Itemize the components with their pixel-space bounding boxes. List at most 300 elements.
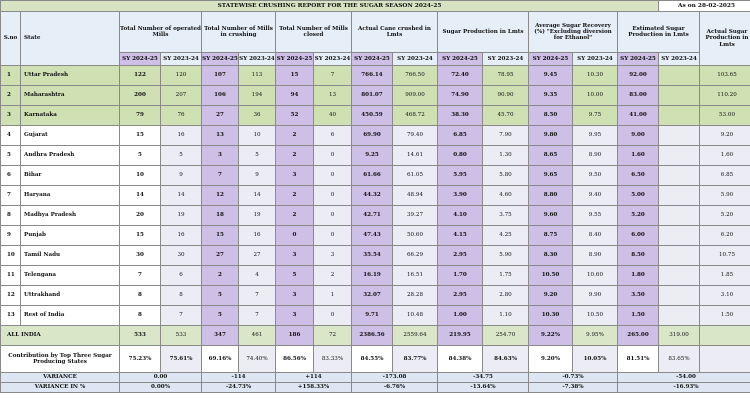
variance-cell: -0.73%	[529, 373, 618, 383]
row-value-cell: 4.15	[438, 226, 483, 246]
row-sno: 4	[1, 126, 21, 146]
row-value-cell: 13	[202, 126, 239, 146]
row-value-cell	[659, 106, 700, 126]
row-value-cell	[659, 66, 700, 86]
row-value-cell	[659, 226, 700, 246]
row-value-cell: 2.80	[483, 286, 529, 306]
row-value-cell: 0	[314, 226, 352, 246]
row-value-cell: 4.10	[438, 206, 483, 226]
row-value-cell: 13	[314, 86, 352, 106]
variance-pct-cell: +158.33%	[276, 383, 352, 393]
row-state: Madhya Pradesh	[21, 206, 120, 226]
total-cell: 347	[202, 326, 239, 346]
variance-cell: -114	[202, 373, 276, 383]
table-row	[1, 306, 750, 326]
table-row	[1, 106, 750, 126]
variance-pct-cell: -6.76%	[352, 383, 438, 393]
table-row	[1, 266, 750, 286]
contribution-cell: 75.23%	[120, 346, 161, 373]
variance-pct-label: VARIANCE IN %	[1, 383, 120, 393]
row-value-cell: 92.00	[618, 66, 659, 86]
row-sno: 11	[1, 266, 21, 286]
row-value-cell: 10.75	[700, 246, 750, 266]
row-value-cell: 2.95	[438, 246, 483, 266]
sy-2023-24-subheader: SY 2023-24	[393, 53, 438, 66]
contribution-cell: 83.65%	[659, 346, 700, 373]
row-value-cell: 5	[239, 146, 276, 166]
sy-2023-24-subheader: SY 2023-24	[161, 53, 202, 66]
row-value-cell: 9	[239, 166, 276, 186]
variance-pct-cell: 0.00%	[120, 383, 202, 393]
row-value-cell: 8.65	[529, 146, 573, 166]
sy-2024-25-subheader: SY 2024-25	[618, 53, 659, 66]
sy-2024-25-subheader: SY 2024-25	[202, 53, 239, 66]
all-india-row	[1, 326, 750, 346]
variance-cell: 0.00	[120, 373, 202, 383]
row-value-cell: 76	[161, 106, 202, 126]
report-title: STATEWISE CRUSHING REPORT FOR THE SUGAR SEASON 2024-25	[1, 1, 659, 12]
row-value-cell: 766.14	[352, 66, 393, 86]
total-cell: 254.70	[483, 326, 529, 346]
row-value-cell: 2	[202, 266, 239, 286]
row-value-cell: 9.71	[352, 306, 393, 326]
total-cell: 319.00	[659, 326, 700, 346]
row-value-cell: 194	[239, 86, 276, 106]
row-value-cell: 61.05	[393, 166, 438, 186]
row-value-cell: 9.00	[618, 126, 659, 146]
sy-2024-25-subheader: SY 2024-25	[120, 53, 161, 66]
row-value-cell: 6.20	[700, 226, 750, 246]
row-state: Karnataka	[21, 106, 120, 126]
sy-2024-25-subheader: SY 2024-25	[352, 53, 393, 66]
row-value-cell: 16.19	[352, 266, 393, 286]
contribution-cell	[700, 346, 750, 373]
row-value-cell: 3	[314, 246, 352, 266]
row-sno: 1	[1, 66, 21, 86]
row-value-cell: 106	[202, 86, 239, 106]
row-value-cell: 74.90	[438, 86, 483, 106]
row-state: Telengana	[21, 266, 120, 286]
state-header: State	[21, 12, 120, 66]
row-value-cell: 8.80	[529, 186, 573, 206]
row-state: Gujarat	[21, 126, 120, 146]
row-value-cell	[659, 206, 700, 226]
total-cell: 461	[239, 326, 276, 346]
row-state: Haryana	[21, 186, 120, 206]
row-value-cell: 10.30	[573, 66, 618, 86]
row-value-cell: 120	[161, 66, 202, 86]
contribution-cell: 69.16%	[202, 346, 239, 373]
row-value-cell: 0	[314, 186, 352, 206]
row-state: Maharashtra	[21, 86, 120, 106]
row-value-cell: 19	[239, 206, 276, 226]
row-value-cell: 3	[276, 246, 314, 266]
row-value-cell: 10	[120, 166, 161, 186]
row-value-cell: 6	[314, 126, 352, 146]
row-value-cell	[659, 126, 700, 146]
row-value-cell: 45.70	[483, 106, 529, 126]
row-value-cell: 6	[161, 266, 202, 286]
row-value-cell: 7.90	[483, 126, 529, 146]
row-sno: 13	[1, 306, 21, 326]
total-cell: 533	[120, 326, 161, 346]
row-value-cell: 3.10	[700, 286, 750, 306]
row-value-cell: 5.90	[700, 186, 750, 206]
row-value-cell: 5	[276, 266, 314, 286]
row-value-cell: 200	[120, 86, 161, 106]
row-value-cell: 1.75	[483, 266, 529, 286]
row-state: Rest of India	[21, 306, 120, 326]
table-row	[1, 226, 750, 246]
row-value-cell: 19	[161, 206, 202, 226]
sy-2023-24-subheader: SY 2023-24	[659, 53, 700, 66]
row-value-cell: 5	[161, 146, 202, 166]
row-value-cell: 27	[202, 106, 239, 126]
row-value-cell: 44.32	[352, 186, 393, 206]
total-cell: 219.95	[438, 326, 483, 346]
row-value-cell: 30	[120, 246, 161, 266]
row-state: Bihar	[21, 166, 120, 186]
row-value-cell	[659, 166, 700, 186]
row-value-cell: 122	[120, 66, 161, 86]
row-value-cell: 5	[202, 286, 239, 306]
table-row	[1, 246, 750, 266]
total-cell: 2559.64	[393, 326, 438, 346]
row-value-cell: 10.50	[573, 306, 618, 326]
row-value-cell: 468.72	[393, 106, 438, 126]
contribution-cell: 10.05%	[573, 346, 618, 373]
title-row	[1, 1, 750, 12]
row-value-cell: 16	[239, 226, 276, 246]
row-value-cell: 2	[276, 126, 314, 146]
variance-cell: -54.00	[618, 373, 750, 383]
row-value-cell: 9.95	[573, 126, 618, 146]
row-value-cell: 5.90	[483, 246, 529, 266]
contribution-cell: 84.63%	[483, 346, 529, 373]
cane-crushed-header: Actual Cane crushed in Lmts	[352, 12, 438, 53]
header-row	[1, 12, 750, 53]
row-value-cell: 42.71	[352, 206, 393, 226]
as-on-date: As on 28-02-2025	[659, 1, 750, 12]
row-value-cell: 12	[202, 186, 239, 206]
row-value-cell	[659, 246, 700, 266]
row-value-cell: 7	[239, 306, 276, 326]
row-value-cell: 10.50	[529, 266, 573, 286]
table-row	[1, 166, 750, 186]
row-value-cell: 8.40	[573, 226, 618, 246]
row-value-cell: 107	[202, 66, 239, 86]
row-value-cell: 14	[239, 186, 276, 206]
row-value-cell: 36	[239, 106, 276, 126]
row-value-cell: 8	[120, 286, 161, 306]
row-value-cell: 10.48	[393, 306, 438, 326]
sy-2024-25-subheader: SY 2024-25	[276, 53, 314, 66]
row-value-cell: 27	[202, 246, 239, 266]
table-row	[1, 126, 750, 146]
row-state: Uttrakhand	[21, 286, 120, 306]
closed-mills-header: Total Number of Mills closed	[276, 12, 352, 53]
table-row	[1, 206, 750, 226]
table-row	[1, 66, 750, 86]
row-value-cell: 94	[276, 86, 314, 106]
contribution-cell: 74.40%	[239, 346, 276, 373]
row-value-cell: 8.90	[573, 146, 618, 166]
row-value-cell	[659, 266, 700, 286]
row-value-cell: 103.65	[700, 66, 750, 86]
row-value-cell: 0	[276, 226, 314, 246]
row-value-cell: 9.45	[529, 66, 573, 86]
row-value-cell: 10.30	[529, 306, 573, 326]
sugar-recovery-header: Average Sugar Recovery (%) "Excluding diversion for Ethanol"	[529, 12, 618, 53]
row-value-cell: 52	[276, 106, 314, 126]
row-value-cell: 3	[202, 146, 239, 166]
row-value-cell: 5.20	[700, 206, 750, 226]
row-value-cell: 801.07	[352, 86, 393, 106]
total-cell: 9.22%	[529, 326, 573, 346]
row-value-cell: 16	[161, 226, 202, 246]
row-value-cell: 15	[120, 226, 161, 246]
row-state: Punjab	[21, 226, 120, 246]
total-cell: 2386.56	[352, 326, 393, 346]
row-value-cell: 79.40	[393, 126, 438, 146]
contribution-cell: 84.38%	[438, 346, 483, 373]
variance-pct-cell: -16.93%	[618, 383, 750, 393]
row-value-cell: 72.40	[438, 66, 483, 86]
row-value-cell: 3	[276, 286, 314, 306]
row-value-cell: 38.30	[438, 106, 483, 126]
row-value-cell: 2	[276, 146, 314, 166]
row-value-cell: 10	[239, 126, 276, 146]
row-value-cell: 0	[314, 306, 352, 326]
row-value-cell: 8.30	[529, 246, 573, 266]
row-value-cell: 2.95	[438, 286, 483, 306]
row-sno: 8	[1, 206, 21, 226]
state-rows	[1, 66, 750, 326]
row-value-cell: 9.60	[529, 206, 573, 226]
row-value-cell: 1.60	[700, 146, 750, 166]
row-value-cell: 78.95	[483, 66, 529, 86]
row-state: Uttar Pradesh	[21, 66, 120, 86]
row-value-cell: 16.51	[393, 266, 438, 286]
row-value-cell: 3	[276, 166, 314, 186]
variance-cell: -173.08	[352, 373, 438, 383]
row-value-cell: 32.07	[352, 286, 393, 306]
row-value-cell: 8.50	[529, 106, 573, 126]
row-value-cell: 9.80	[529, 126, 573, 146]
row-value-cell: 450.59	[352, 106, 393, 126]
row-sno: 3	[1, 106, 21, 126]
row-value-cell	[659, 286, 700, 306]
row-value-cell: 1.10	[483, 306, 529, 326]
row-value-cell: 40	[314, 106, 352, 126]
row-value-cell: 9.20	[529, 286, 573, 306]
row-value-cell: 1.30	[483, 146, 529, 166]
row-state: Tamil Nadu	[21, 246, 120, 266]
row-value-cell: 14.61	[393, 146, 438, 166]
row-value-cell: 766.50	[393, 66, 438, 86]
row-value-cell: 1.50	[700, 306, 750, 326]
table-row	[1, 146, 750, 166]
variance-cell: -34.75	[438, 373, 529, 383]
row-value-cell: 28.28	[393, 286, 438, 306]
row-value-cell: 15	[120, 126, 161, 146]
row-value-cell: 8.90	[573, 246, 618, 266]
contribution-cell: 84.55%	[352, 346, 393, 373]
row-value-cell: 9.20	[700, 126, 750, 146]
row-value-cell: 10.00	[573, 86, 618, 106]
variance-row	[1, 373, 750, 383]
row-value-cell: 1.85	[700, 266, 750, 286]
row-value-cell	[659, 186, 700, 206]
row-value-cell: 3.50	[618, 286, 659, 306]
row-value-cell: 1.60	[618, 146, 659, 166]
row-sno: 9	[1, 226, 21, 246]
row-value-cell: 90.90	[483, 86, 529, 106]
row-value-cell: 15	[276, 66, 314, 86]
row-value-cell: 6.85	[438, 126, 483, 146]
row-value-cell: 48.94	[393, 186, 438, 206]
row-value-cell: 83.00	[618, 86, 659, 106]
row-value-cell: 9.25	[352, 146, 393, 166]
row-value-cell: 9.55	[573, 206, 618, 226]
row-value-cell: 0.80	[438, 146, 483, 166]
row-value-cell: 9	[161, 166, 202, 186]
total-cell: 186	[276, 326, 314, 346]
row-value-cell: 207	[161, 86, 202, 106]
contribution-cell: 9.20%	[529, 346, 573, 373]
row-value-cell: 1.80	[618, 266, 659, 286]
row-value-cell: 7	[161, 306, 202, 326]
row-value-cell: 39.27	[393, 206, 438, 226]
sy-2024-25-subheader: SY 2024-25	[438, 53, 483, 66]
sy-2023-24-subheader: SY 2023-24	[239, 53, 276, 66]
sno-header: S.no	[1, 12, 21, 66]
row-value-cell: 20	[120, 206, 161, 226]
row-value-cell: 7	[239, 286, 276, 306]
sy-2023-24-subheader: SY 2023-24	[314, 53, 352, 66]
row-value-cell: 61.66	[352, 166, 393, 186]
contribution-cell: 75.61%	[161, 346, 202, 373]
row-value-cell: 50.60	[393, 226, 438, 246]
variance-pct-cell: -7.38%	[529, 383, 618, 393]
row-value-cell: 8.50	[618, 246, 659, 266]
sy-2023-24-subheader: SY 2023-24	[573, 53, 618, 66]
row-value-cell: 4	[239, 266, 276, 286]
table-row	[1, 286, 750, 306]
row-value-cell: 8	[120, 306, 161, 326]
estimated-production-header: Estimated Sugar Production in Lmts	[618, 12, 700, 53]
row-sno: 12	[1, 286, 21, 306]
crushing-mills-header: Total Number of Mills in crushing	[202, 12, 276, 53]
row-value-cell: 3.75	[483, 206, 529, 226]
row-value-cell: 1	[314, 286, 352, 306]
row-value-cell: 6.50	[618, 166, 659, 186]
variance-pct-cell: -13.64%	[438, 383, 529, 393]
row-value-cell: 1.70	[438, 266, 483, 286]
row-value-cell: 14	[120, 186, 161, 206]
row-value-cell: 3.90	[438, 186, 483, 206]
contribution-cell: 81.51%	[618, 346, 659, 373]
row-value-cell: 3	[276, 306, 314, 326]
row-value-cell: 9.65	[529, 166, 573, 186]
row-value-cell: 9.90	[573, 286, 618, 306]
actual-production-header: Actual Sugar Production in Lmts	[700, 12, 750, 66]
table-row	[1, 186, 750, 206]
row-value-cell	[659, 86, 700, 106]
sugar-production-header: Sugar Production in Lmts	[438, 12, 529, 53]
row-value-cell: 18	[202, 206, 239, 226]
row-value-cell: 41.00	[618, 106, 659, 126]
row-value-cell: 110.20	[700, 86, 750, 106]
row-value-cell: 5.00	[618, 186, 659, 206]
contribution-cell: 83.33%	[314, 346, 352, 373]
sy-2024-25-subheader: SY 2024-25	[529, 53, 573, 66]
row-value-cell: 7	[314, 66, 352, 86]
row-value-cell: 6.00	[618, 226, 659, 246]
row-value-cell: 2	[276, 206, 314, 226]
contribution-cell: 83.77%	[393, 346, 438, 373]
row-value-cell: 7	[202, 166, 239, 186]
row-value-cell: 47.43	[352, 226, 393, 246]
variance-cell: +114	[276, 373, 352, 383]
contribution-cell: 86.56%	[276, 346, 314, 373]
row-value-cell: 5.80	[483, 166, 529, 186]
row-value-cell: 53.00	[700, 106, 750, 126]
row-sno: 6	[1, 166, 21, 186]
row-value-cell: 9.50	[573, 166, 618, 186]
all-india-label: ALL INDIA	[1, 326, 120, 346]
row-value-cell: 0	[314, 166, 352, 186]
row-value-cell: 14	[161, 186, 202, 206]
variance-label: VARIANCE	[1, 373, 120, 383]
row-value-cell: 27	[239, 246, 276, 266]
row-value-cell: 35.54	[352, 246, 393, 266]
row-sno: 10	[1, 246, 21, 266]
row-value-cell: 66.29	[393, 246, 438, 266]
total-cell: 533	[161, 326, 202, 346]
sy-2023-24-subheader: SY 2023-24	[483, 53, 529, 66]
row-value-cell: 9.35	[529, 86, 573, 106]
operated-mills-header: Total Number of operated Mills	[120, 12, 202, 53]
contribution-row	[1, 346, 750, 373]
row-value-cell: 15	[202, 226, 239, 246]
table-row	[1, 86, 750, 106]
row-value-cell	[659, 306, 700, 326]
row-sno: 5	[1, 146, 21, 166]
row-value-cell: 16	[161, 126, 202, 146]
row-value-cell: 0	[314, 206, 352, 226]
row-value-cell: 4.60	[483, 186, 529, 206]
row-value-cell: 9.40	[573, 186, 618, 206]
row-value-cell: 5	[120, 146, 161, 166]
total-cell: 265.00	[618, 326, 659, 346]
row-value-cell: 5	[202, 306, 239, 326]
total-cell: 72	[314, 326, 352, 346]
row-value-cell: 69.90	[352, 126, 393, 146]
row-state: Andhra Pradesh	[21, 146, 120, 166]
row-value-cell: 2	[314, 266, 352, 286]
row-sno: 2	[1, 86, 21, 106]
row-value-cell: 5.95	[438, 166, 483, 186]
row-value-cell: 1.50	[618, 306, 659, 326]
row-value-cell: 30	[161, 246, 202, 266]
row-value-cell	[659, 146, 700, 166]
row-value-cell: 10.60	[573, 266, 618, 286]
contribution-label: Contribution by Top Three Sugar Producing States	[1, 346, 120, 373]
row-value-cell: 5.20	[618, 206, 659, 226]
row-value-cell: 909.00	[393, 86, 438, 106]
row-value-cell: 113	[239, 66, 276, 86]
